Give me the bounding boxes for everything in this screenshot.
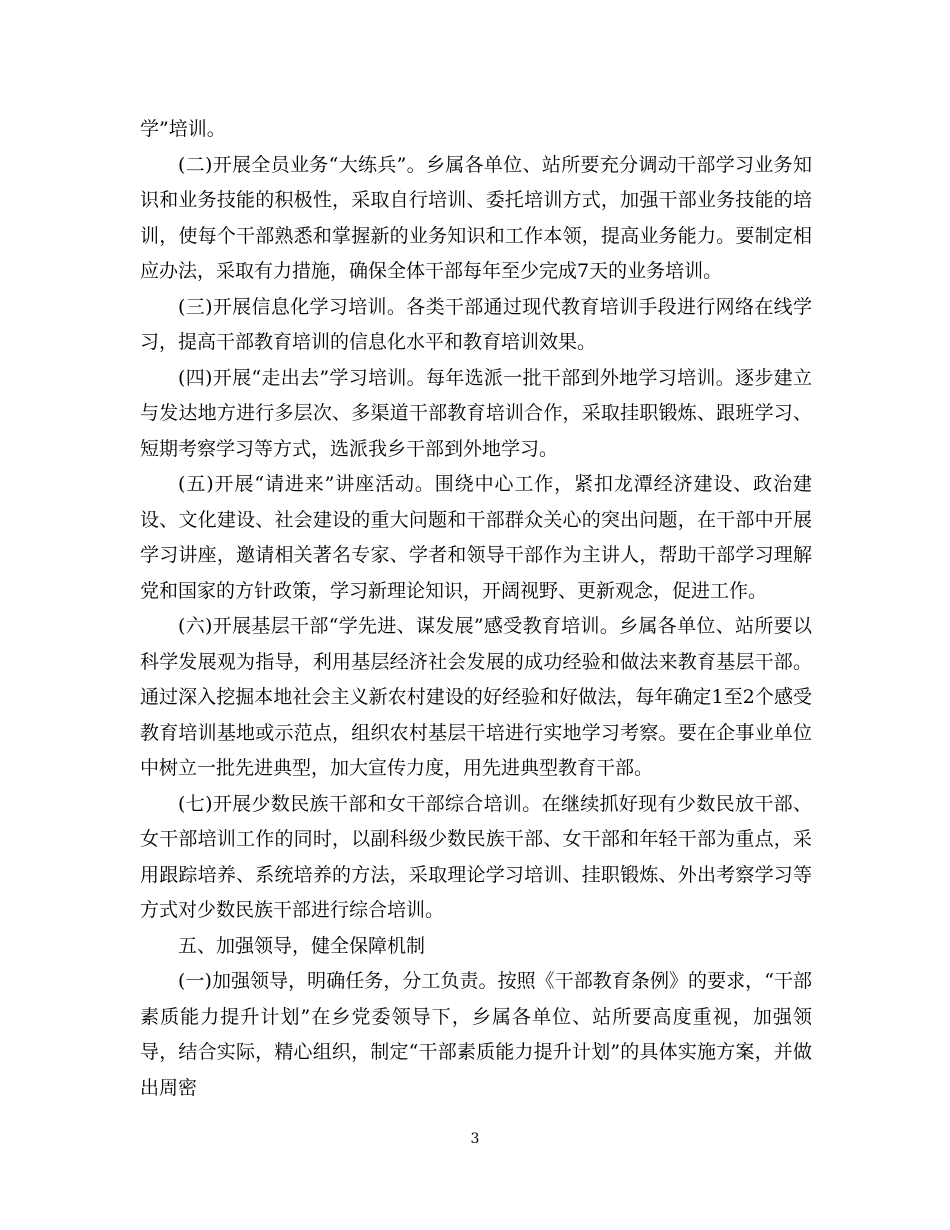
- section-heading-5: 五、加强领导，健全保障机制: [178, 934, 426, 957]
- paragraph-item-3: (三)开展信息化学习培训。各类干部通过现代教育培训手段进行网络在线学习，提高干部教育培训的信息化水平和教育培训效果。: [140, 295, 812, 353]
- page-number: 3: [470, 1131, 480, 1147]
- paragraph-item-2: (二)开展全员业务“大练兵”。乡属各单位、站所要充分调动干部学习业务知识和业务技能的积极性，采取自行培训、委托培训方式，加强干部业务技能的培训，使每个干部熟悉和掌握新的业务知识和工作本领，提高业务能力。要制定相应办法，采取有力措施，确保全体干部每年至少完成7天的业务培训。: [140, 153, 812, 282]
- paragraph-continuation: 学”培训。: [140, 118, 226, 140]
- paragraph-item-4: (四)开展“走出去”学习培训。每年选派一批干部到外地学习培训。逐步建立与发达地方进行多层次、多渠道干部教育培训合作，采取挂职锻炼、跟班学习、短期考察学习等方式，选派我乡干部到外地学习。: [140, 366, 812, 460]
- paragraph-item-6: (六)开展基层干部“学先进、谋发展”感受教育培训。乡属各单位、站所要以科学发展观为指导，利用基层经济社会发展的成功经验和做法来教育基层干部。通过深入挖掘本地社会主义新农村建设的好经验和好做法，每年确定1至2个感受教育培训基地或示范点，组织农村基层干培进行实地学习考察。要在企事业单位中树立一批先进典型，加大宣传力度，用先进典型教育干部。: [140, 615, 812, 779]
- document-body: [140, 112, 812, 1106]
- paragraph-section5-item-1: (一)加强领导，明确任务，分工负责。按照《干部教育条例》的要求，“干部素质能力提升计划”在乡党委领导下，乡属各单位、站所要高度重视，加强领导，结合实际，精心组织，制定“干部素质能力提升计划”的具体实施方案，并做出周密: [140, 970, 812, 1099]
- paragraph-item-5: (五)开展“请进来”讲座活动。围绕中心工作，紧扣龙潭经济建设、政治建设、文化建设、社会建设的重大问题和干部群众关心的突出问题，在干部中开展学习讲座，邀请相关著名专家、学者和领导干部作为主讲人，帮助干部学习理解党和国家的方针政策，学习新理论知识，开阔视野、更新观念，促进工作。: [140, 473, 812, 602]
- paragraph-item-7: (七)开展少数民族干部和女干部综合培训。在继续抓好现有少数民放干部、女干部培训工作的同时，以副科级少数民族干部、女干部和年轻干部为重点，采用跟踪培养、系统培养的方法，采取理论学习培训、挂职锻炼、外出考察学习等方式对少数民族干部进行综合培训。: [140, 792, 812, 921]
